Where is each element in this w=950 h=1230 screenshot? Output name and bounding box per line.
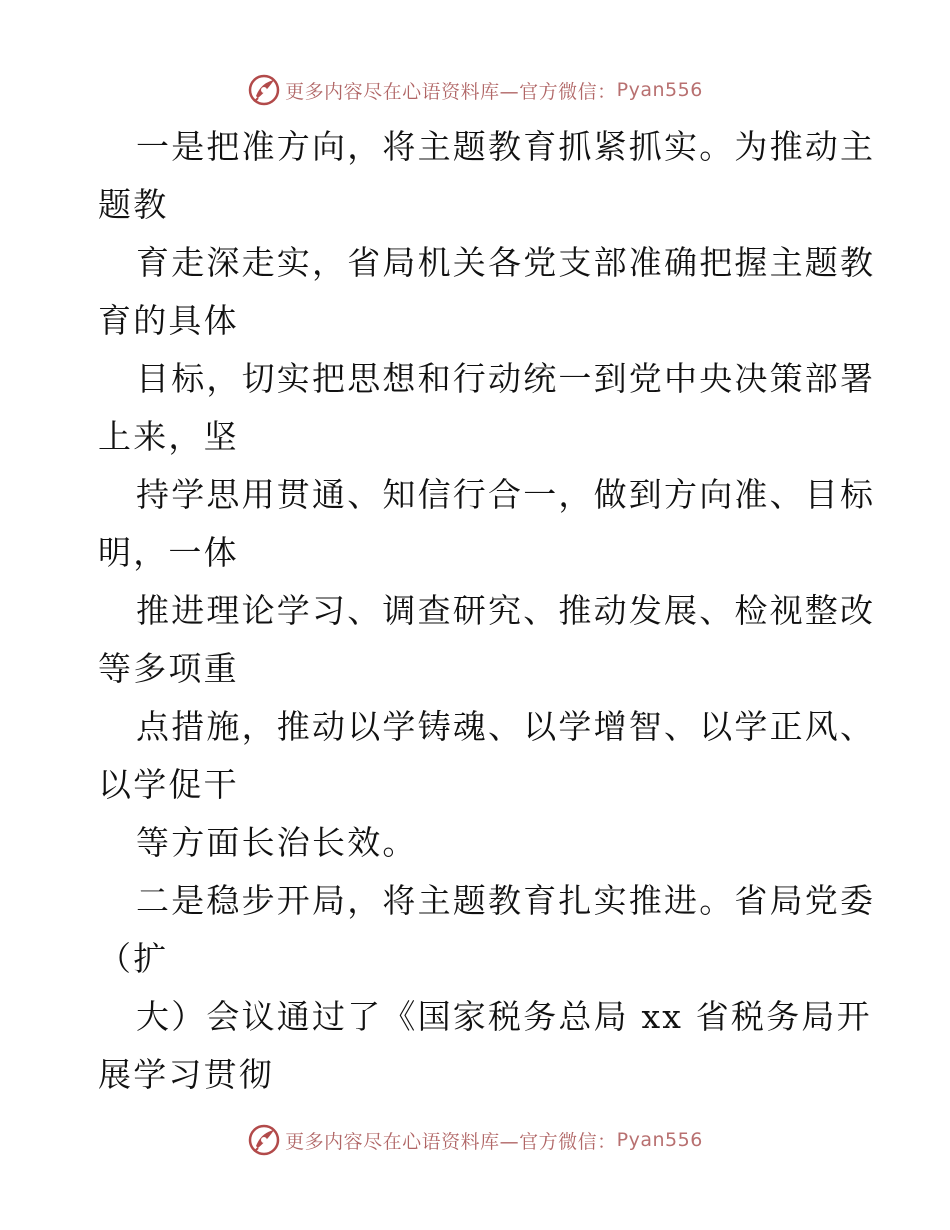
- text-line: 持学思用贯通、知信行合一，做到方向准、目标: [136, 475, 876, 514]
- text-line: 点措施，推动以学铸魂、以学增智、以学正风、: [136, 707, 876, 746]
- text-line: （扩: [98, 939, 169, 978]
- text-line: 等方面长治长效。: [136, 823, 418, 862]
- footer-watermark: [0, 1120, 950, 1160]
- text-line: 目标，切实把思想和行动统一到党中央决策部署: [136, 359, 876, 398]
- text-line: 明，一体: [98, 533, 239, 572]
- header-watermark: [0, 70, 950, 110]
- text-line: 二是稳步开局，将主题教育扎实推进。省局党委: [136, 881, 876, 920]
- text-line: 以学促干: [98, 765, 239, 804]
- text-line: 一是把准方向，将主题教育抓紧抓实。为推动主: [136, 127, 876, 166]
- text-line: 上来，坚: [98, 417, 239, 456]
- text-line: 育的具体: [98, 301, 239, 340]
- pen-logo-icon: [247, 73, 281, 107]
- watermark-text: 更多内容尽在心语资料库—官方微信：: [285, 80, 617, 103]
- document-body: [98, 118, 876, 1104]
- watermark-wechat-id: Pyan556: [616, 79, 703, 101]
- text-line: 大）会议通过了《国家税务总局 xx 省税务局开: [136, 997, 872, 1036]
- text-line: 展学习贯彻: [98, 1055, 274, 1094]
- watermark-text: 更多内容尽在心语资料库—官方微信：: [285, 1130, 617, 1153]
- watermark-wechat-id: Pyan556: [616, 1129, 703, 1151]
- text-line: 题教: [98, 185, 169, 224]
- pen-logo-icon: [247, 1123, 281, 1157]
- text-line: 推进理论学习、调查研究、推动发展、检视整改: [136, 591, 876, 630]
- text-line: 育走深走实，省局机关各党支部准确把握主题教: [136, 243, 876, 282]
- text-line: 等多项重: [98, 649, 239, 688]
